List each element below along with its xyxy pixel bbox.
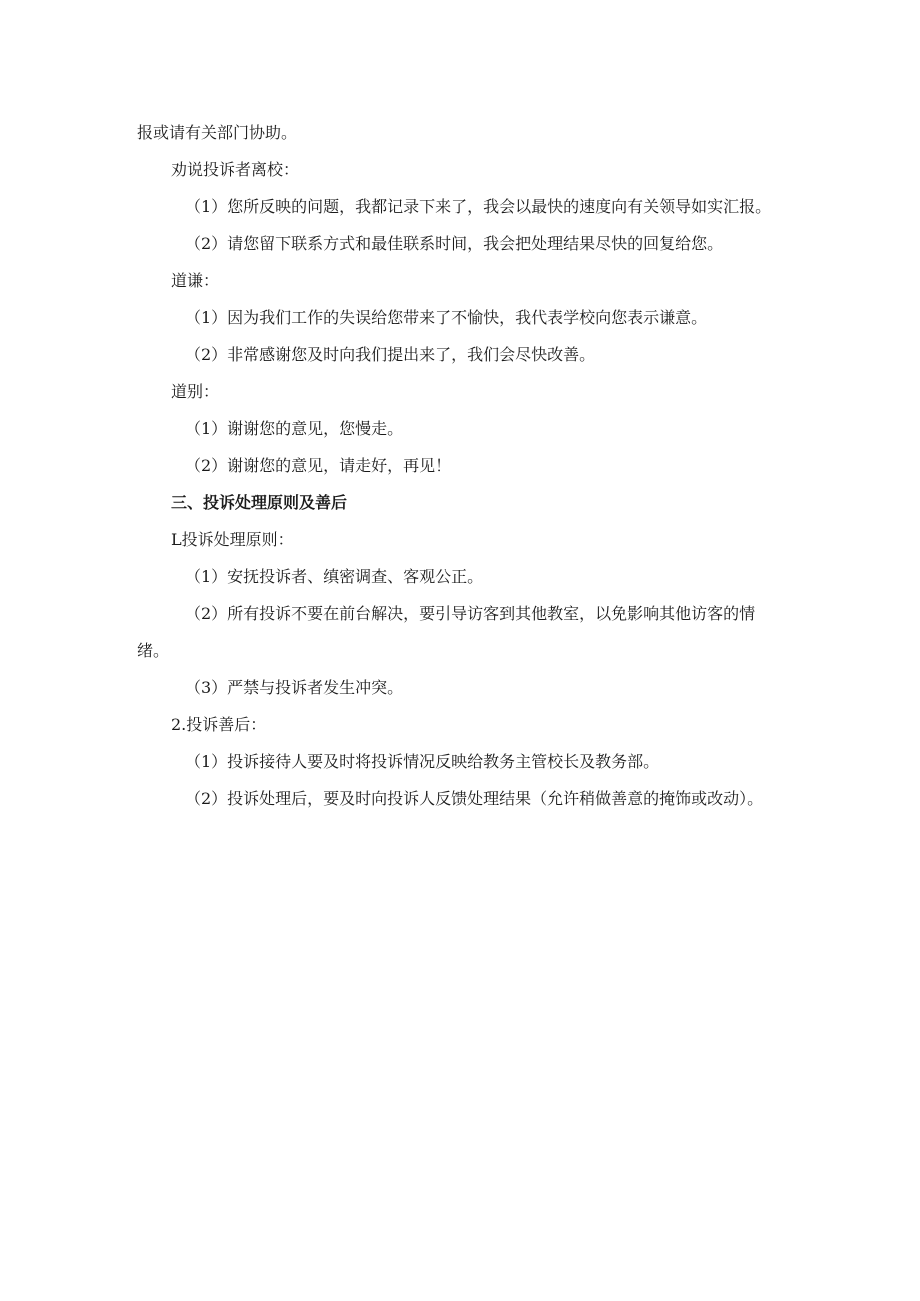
paragraph-principles-item-3: （3）严禁与投诉者发生冲突。 [185, 678, 404, 697]
paragraph-continuation: 报或请有关部门协助。 [137, 123, 298, 142]
paragraph-farewell-item-1: （1）谢谢您的意见，您慢走。 [185, 419, 404, 438]
paragraph-principles-item-1: （1）安抚投诉者、缜密调查、客观公正。 [185, 567, 484, 586]
paragraph-apology-item-2: （2）非常感谢您及时向我们提出来了，我们会尽快改善。 [185, 345, 596, 364]
paragraph-aftercare-heading: 2.投诉善后： [171, 715, 267, 734]
paragraph-apology-heading: 道谦： [171, 271, 220, 290]
paragraph-farewell-item-2: （2）谢谢您的意见，请走好，再见！ [185, 456, 452, 475]
paragraph-persuade-item-2: （2）请您留下联系方式和最佳联系时间，我会把处理结果尽快的回复给您。 [185, 234, 724, 253]
paragraph-apology-item-1: （1）因为我们工作的失误给您带来了不愉快，我代表学校向您表示谦意。 [185, 308, 708, 327]
paragraph-persuade-item-1: （1）您所反映的问题，我都记录下来了，我会以最快的速度向有关领导如实汇报。 [185, 197, 772, 216]
paragraph-persuade-heading: 劝说投诉者离校： [171, 160, 300, 179]
paragraph-farewell-heading: 道别： [171, 382, 220, 401]
paragraph-principles-item-2: （2）所有投诉不要在前台解决，要引导访客到其他教室，以免影响其他访客的情绪。 [137, 604, 756, 660]
paragraph-aftercare-item-1: （1）投诉接待人要及时将投诉情况反映给教务主管校长及教务部。 [185, 752, 660, 771]
paragraph-principles-heading: L投诉处理原则： [171, 530, 294, 549]
document-body [137, 114, 777, 817]
paragraph-aftercare-item-2: （2）投诉处理后，要及时向投诉人反馈处理结果（允许稍做善意的掩饰或改动）。 [185, 789, 764, 808]
section-heading-principles: 三、投诉处理原则及善后 [171, 493, 348, 512]
